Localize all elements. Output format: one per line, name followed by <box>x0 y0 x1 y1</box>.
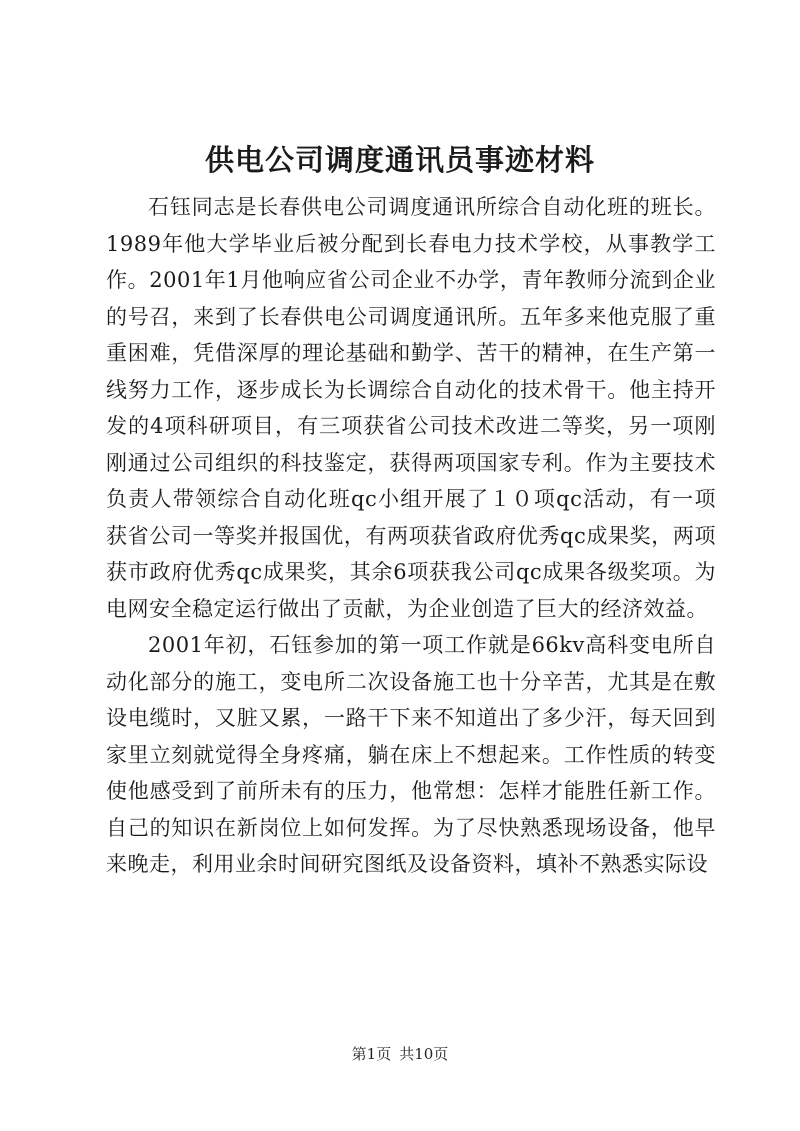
page-total: 共10页 <box>399 1045 449 1063</box>
page-number: 第1页 <box>351 1045 392 1063</box>
page-footer <box>0 1043 800 1065</box>
paragraph-1: 石钰同志是长春供电公司调度通讯所综合自动化班的班长。1989年他大学毕业后被分配到长春电力技术学校，从事教学工作。2001年1月他响应省公司企业不办学，青年教师分流到企业的号召，来到了长春供电公司调度通讯所。五年多来他克服了重重困难，凭借深厚的理论基础和勤学、苦干的精神，在生产第一线努力工作，逐步成长为长调综合自动化的技术骨干。他主持开发的4项科研项目，有三项获省公司技术改进二等奖，另一项刚刚通过公司组织的科技鉴定，获得两项国家专利。作为主要技术负责人带领综合自动化班qc小组开展了１０项qc活动，有一项获省公司一等奖并报国优，有两项获省政府优秀qc成果奖，两项获市政府优秀qc成果奖，其余6项获我公司qc成果各级奖项。为电网安全稳定运行做出了贡献，为企业创造了巨大的经济效益。 <box>106 195 716 621</box>
paragraph-2: 2001年初，石钰参加的第一项工作就是66kv高科变电所自动化部分的施工，变电所二次设备施工也十分辛苦，尤其是在敷设电缆时，又脏又累，一路干下来不知道出了多少汗，每天回到家里立刻就觉得全身疼痛，躺在床上不想起来。工作性质的转变使他感受到了前所未有的压力，他常想：怎样才能胜任新工作。自己的知识在新岗位上如何发挥。为了尽快熟悉现场设备，他早来晚走，利用业余时间研究图纸及设备资料，填补不熟悉实际设 <box>106 633 716 876</box>
document-body <box>106 189 716 883</box>
document-title: 供电公司调度通讯员事迹材料 <box>204 143 595 177</box>
